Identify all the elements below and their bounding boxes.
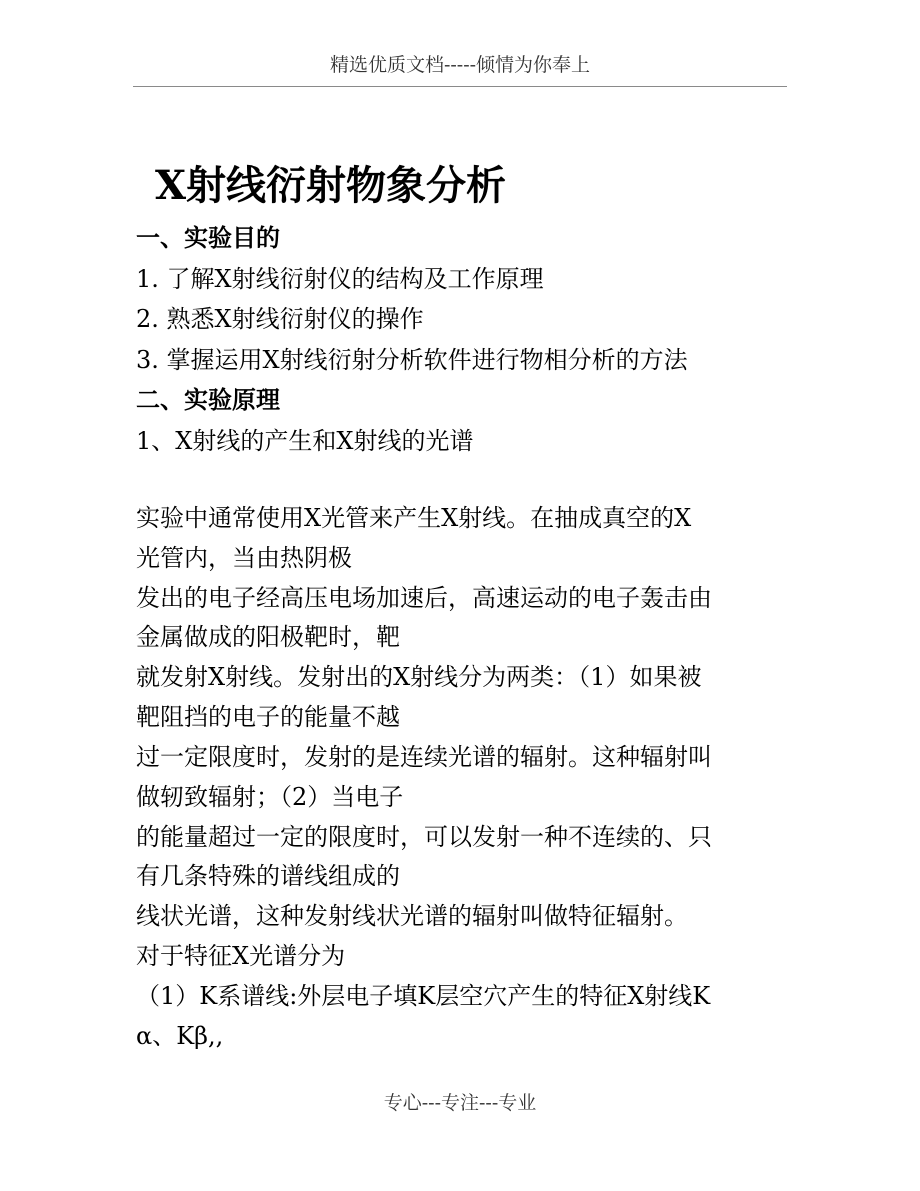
paragraph-line: 线状光谱，这种发射线状光谱的辐射叫做特征辐射。 [136, 902, 688, 930]
objective-item-2: 2. 熟悉X射线衍射仪的操作 [136, 305, 424, 333]
paragraph-line: （1）K系谱线:外层电子填K层空穴产生的特征X射线K [136, 982, 711, 1010]
paragraph-line: 发出的电子经高压电场加速后，高速运动的电子轰击由 [136, 584, 712, 612]
footer-text: 专心---专注---专业 [383, 1092, 537, 1114]
header-text: 精选优质文档-----倾情为你奉上 [329, 54, 591, 76]
objective-item-3: 3. 掌握运用X射线衍射分析软件进行物相分析的方法 [136, 346, 688, 374]
paragraph-line: 有几条特殊的谱线组成的 [136, 862, 400, 890]
objective-item-1: 1. 了解X射线衍射仪的结构及工作原理 [136, 265, 544, 293]
page-header [133, 50, 787, 87]
section-heading-objectives: 一、实验目的 [136, 223, 280, 252]
paragraph-line: 做轫致辐射；（2）当电子 [136, 783, 404, 811]
paragraph-line: 的能量超过一定的限度时，可以发射一种不连续的、只 [136, 823, 712, 851]
paragraph-line: 靶阻挡的电子的能量不越 [136, 703, 400, 731]
paragraph-line: 金属做成的阳极靶时，靶 [136, 623, 400, 651]
paragraph-line: 光管内，当由热阴极 [136, 544, 352, 572]
paragraph-line: α、Kβ,, [136, 1022, 224, 1050]
section-heading-principle: 二、实验原理 [136, 385, 280, 414]
subsection-heading-xray-generation: 1、X射线的产生和X射线的光谱 [136, 427, 474, 455]
paragraph-line: 过一定限度时，发射的是连续光谱的辐射。这种辐射叫 [136, 743, 712, 771]
page-footer [0, 1088, 920, 1118]
document-title: X射线衍射物象分析 [155, 162, 507, 209]
paragraph-line: 对于特征X光谱分为 [136, 942, 346, 970]
paragraph-line: 实验中通常使用X光管来产生X射线。在抽成真空的X [136, 504, 692, 532]
paragraph-line: 就发射X射线。发射出的X射线分为两类：（1）如果被 [136, 663, 702, 691]
